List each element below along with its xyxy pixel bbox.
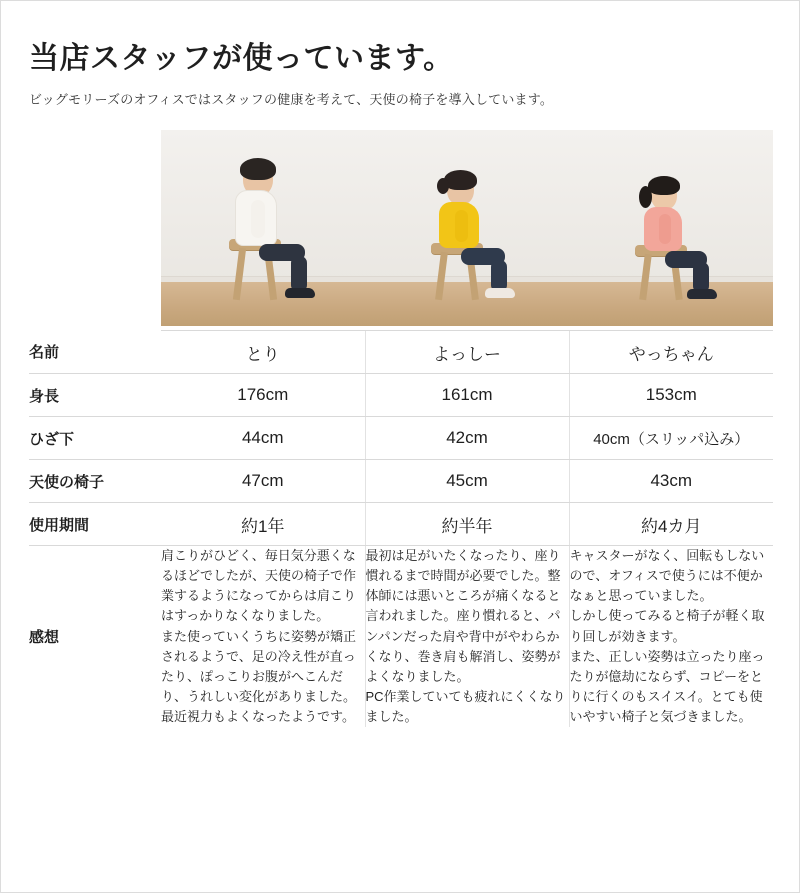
table-row-period xyxy=(29,503,773,546)
row-label-photo xyxy=(29,126,161,331)
table-row-photos xyxy=(29,126,773,331)
row-label-comment: 感想 xyxy=(29,629,60,647)
table-row-height xyxy=(29,374,773,417)
staff-photo-cell-2 xyxy=(365,126,569,331)
cell-comment-1: 肩こりがひどく、毎日気分悪くなるほどでしたが、天使の椅子で作業するようになってからは肩こりはすっかりなくなりました。 また使っていくうちに姿勢が矯正されるようで、足の冷え性が直ったり、ぽっこりお腹がへこんだり、うれしい変化がありました。最近視力もよくなったようです。 xyxy=(161,548,357,725)
staff-photo-cell-3 xyxy=(569,126,773,331)
staff-figure-1 xyxy=(221,160,331,300)
table-row-chair xyxy=(29,460,773,503)
cell-height-2: 161cm xyxy=(365,374,569,417)
cell-chair-2: 45cm xyxy=(365,460,569,503)
cell-knee-1: 44cm xyxy=(161,417,365,460)
cell-knee-3: 40cm（スリッパ込み） xyxy=(569,417,773,460)
staff-photo-1 xyxy=(161,130,365,326)
cell-chair-1: 47cm xyxy=(161,460,365,503)
page-title: 当店スタッフが使っています。 xyxy=(29,42,454,75)
content-wrapper xyxy=(1,1,799,727)
staff-figure-3 xyxy=(627,172,737,300)
cell-knee-2: 42cm xyxy=(365,417,569,460)
cell-height-1: 176cm xyxy=(161,374,365,417)
cell-comment-2: 最初は足がいたくなったり、座り慣れるまで時間が必要でした。整体師には悪いところが痛くなると言われました。座り慣れると、パンパンだった肩や背中がやわらかくなり、巻き肩も解消し、姿勢がよくなりました。 PC作業していても疲れにくくなりました。 xyxy=(365,546,569,728)
cell-period-3: 約4カ月 xyxy=(569,503,773,546)
staff-figure-2 xyxy=(423,168,533,300)
cell-chair-3: 43cm xyxy=(569,460,773,503)
cell-period-1: 約1年 xyxy=(161,503,365,546)
row-label-height: 身長 xyxy=(29,374,161,417)
cell-comment-3: キャスターがなく、回転もしないので、オフィスで使うには不便かなぁと思っていました。 しかし使ってみると椅子が軽く取り回しが効きます。 また、正しい姿勢は立ったり座ったりが億劫にならず、コピーをとりに行くのもスイスイ。とても使いやすい椅子と気づきました。 xyxy=(569,546,773,728)
cell-name-2: よっしー xyxy=(365,331,569,374)
row-label-name: 名前 xyxy=(29,331,161,374)
table-row-knee xyxy=(29,417,773,460)
staff-photo-cell-1 xyxy=(161,126,365,331)
staff-comparison-table xyxy=(29,126,773,727)
page-subtitle: ビッグモリーズのオフィスではスタッフの健康を考えて、天使の椅子を導入しています。 xyxy=(29,92,554,107)
cell-height-3: 153cm xyxy=(569,374,773,417)
table-row-comment xyxy=(29,546,773,728)
table-row-name xyxy=(29,331,773,374)
cell-name-1: とり xyxy=(161,331,365,374)
cell-period-2: 約半年 xyxy=(365,503,569,546)
staff-photo-3 xyxy=(569,130,773,326)
staff-photo-2 xyxy=(365,130,569,326)
row-label-chair: 天使の椅子 xyxy=(29,460,161,503)
row-label-knee: ひざ下 xyxy=(29,417,161,460)
row-label-period: 使用期間 xyxy=(29,503,161,546)
cell-name-3: やっちゃん xyxy=(569,331,773,374)
